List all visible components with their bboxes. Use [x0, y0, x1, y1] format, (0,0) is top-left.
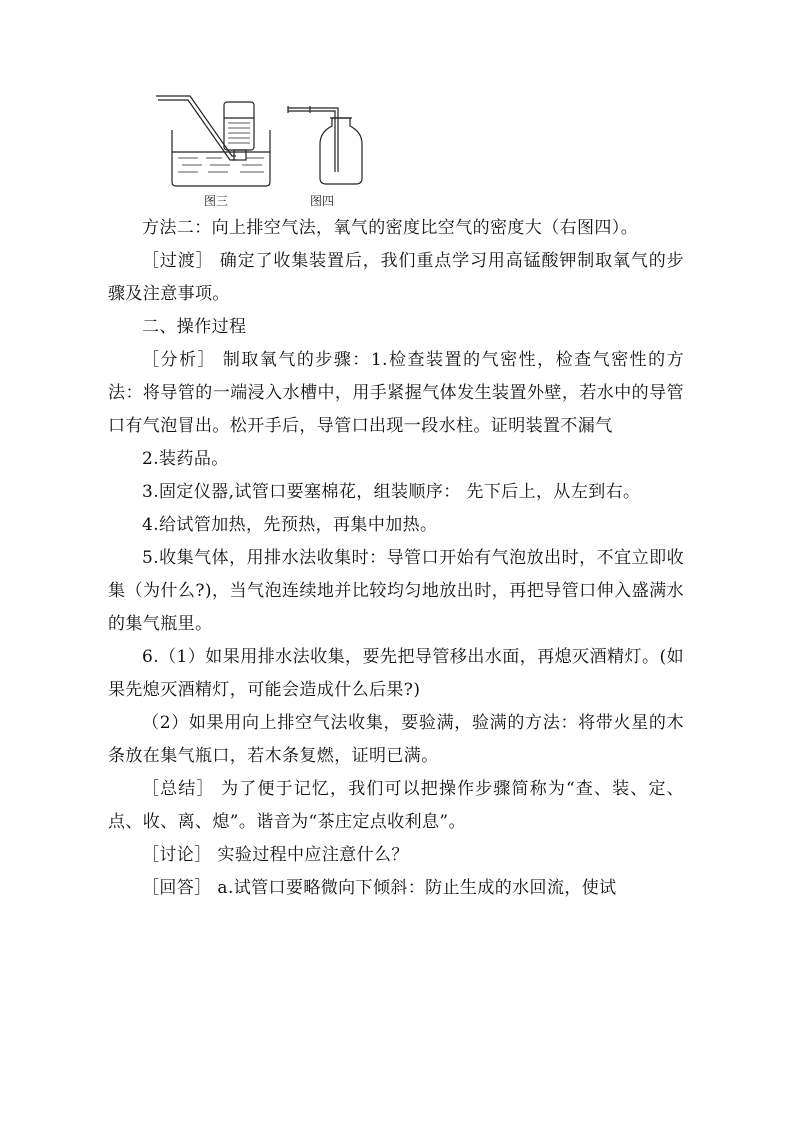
- section-heading-text: 二、操作过程: [142, 317, 247, 337]
- apparatus-figures: [150, 90, 390, 208]
- paragraph-text: 方法二：向上排空气法，氧气的密度比空气的密度大（右图四）。: [142, 218, 639, 238]
- paragraph-text: （2）如果用向上排空气法收集，要验满，验满的方法：将带火星的木条放在集气瓶口，若木条复燃，证明已满。: [108, 713, 684, 766]
- paragraph-text: 6.（1）如果用排水法收集，要先把导管移出水面，再熄灭酒精灯。(如果先熄灭酒精灯，可能会造成什么后果?): [108, 647, 684, 700]
- paragraph-tag: ［总结］: [142, 779, 215, 799]
- paragraph-analysis: [108, 344, 684, 443]
- paragraph-text: 5.收集气体，用排水法收集时：导管口开始有气泡放出时，不宜立即收集（为什么?)，当气泡连续地并比较均匀地放出时，再把导管口伸入盛满水的集气瓶里。: [108, 548, 684, 634]
- paragraph-transition: [108, 245, 684, 311]
- paragraph-text: 为了便于记忆，我们可以把操作步骤简称为“查、装、定、点、收、离、熄”。谐音为“茶庄定点收利息”。: [108, 779, 684, 832]
- document-body: [108, 212, 684, 905]
- paragraph-text: 2.装药品。: [142, 449, 229, 469]
- paragraph-step-6-part-2: [108, 707, 684, 773]
- paragraph-answer: [108, 872, 684, 905]
- paragraph-tag: ［过渡］: [142, 251, 214, 271]
- figure-three-drawing: [156, 96, 270, 186]
- paragraph-step-3: [108, 476, 684, 509]
- paragraph-step-5: [108, 542, 684, 641]
- paragraph-tag: ［讨论］: [142, 845, 212, 865]
- figure-three-caption: 图三: [204, 194, 229, 208]
- paragraph-discussion: [108, 839, 684, 872]
- figure-four-drawing: [288, 106, 362, 184]
- paragraph-text: a.试管口要略微向下倾斜：防止生成的水回流，使试: [211, 878, 617, 898]
- paragraph-text: 4.给试管加热，先预热，再集中加热。: [142, 515, 438, 535]
- paragraph-summary: [108, 773, 684, 839]
- paragraph-text: 制取氧气的步骤：1.检查装置的气密性，检查气密性的方法：将导管的一端浸入水槽中，用手紧握气体发生装置外壁，若水中的导管口有气泡冒出。松开手后，导管口出现一段水柱。证明装置不漏气: [108, 350, 684, 436]
- section-heading-operation: [108, 311, 684, 344]
- paragraph-tag: ［回答］: [142, 878, 212, 898]
- paragraph-method-two: [108, 212, 684, 245]
- paragraph-text: 实验过程中应注意什么？: [211, 845, 409, 865]
- paragraph-step-4: [108, 509, 684, 542]
- figure-four-caption: 图四: [310, 194, 335, 208]
- paragraph-step-2: [108, 443, 684, 476]
- paragraph-text: 确定了收集装置后，我们重点学习用高锰酸钾制取氧气的步骤及注意事项。: [108, 251, 684, 304]
- paragraph-step-6: [108, 641, 684, 707]
- paragraph-text: 3.固定仪器,试管口要塞棉花，组装顺序： 先下后上，从左到右。: [142, 482, 641, 502]
- apparatus-diagram: [150, 90, 390, 190]
- paragraph-tag: ［分析］: [142, 350, 217, 370]
